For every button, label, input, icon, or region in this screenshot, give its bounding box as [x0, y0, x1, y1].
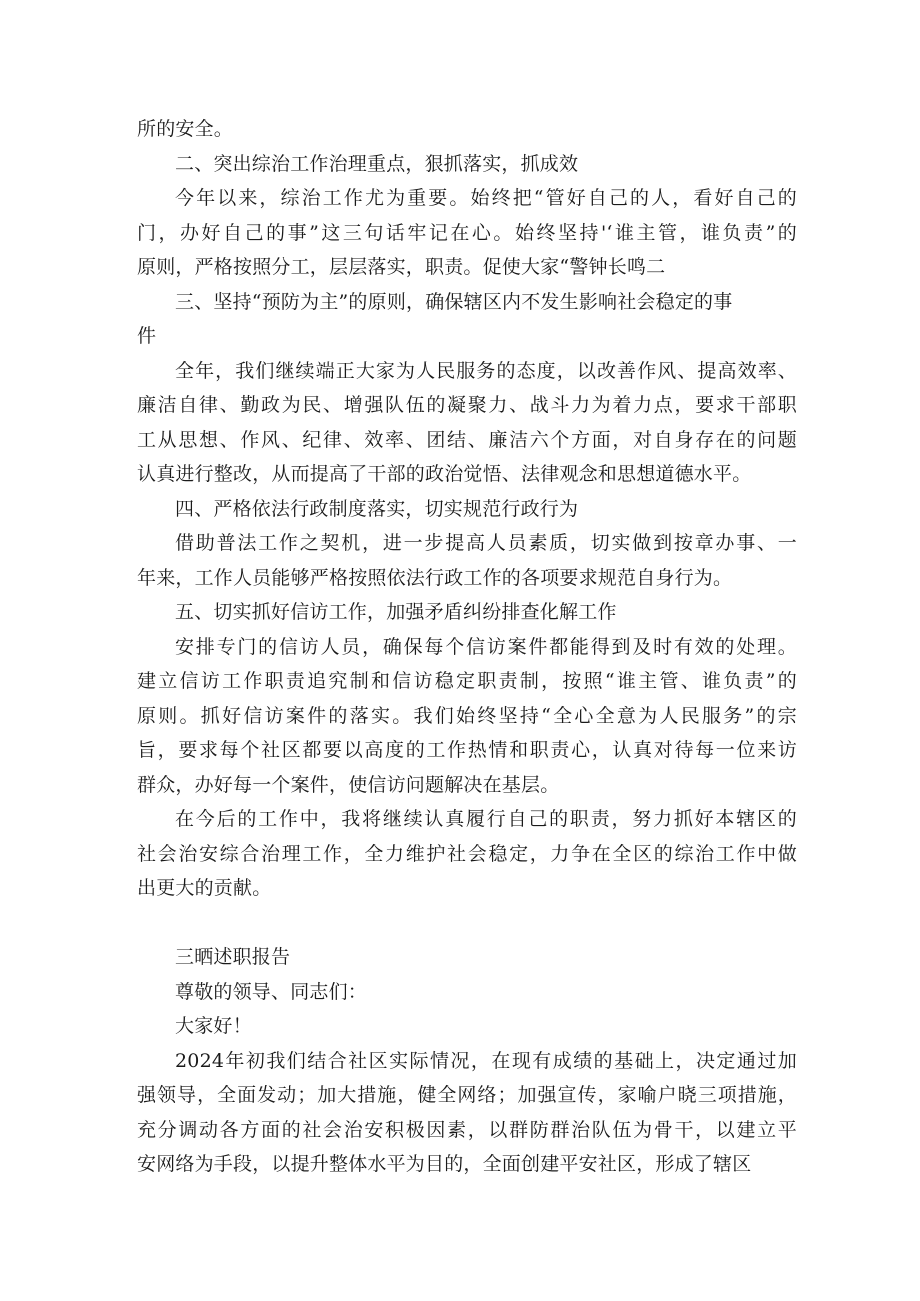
section-heading [137, 1009, 797, 1044]
paragraph [137, 181, 797, 285]
text-line: 件 [137, 325, 157, 347]
paragraph-gap [137, 906, 797, 941]
text-line: 三、坚持“预防为主”的原则，确保辖区内不发生影响社会稳定的事 [175, 290, 733, 313]
text-line: 在今后的工作中，我将继续认真履行自己的职责，努力抓好本辖区的 [175, 808, 797, 830]
text-line: 建立信访工作职责追究制和信访稳定职责制，按照“谁主管、谁负责”的 [137, 670, 797, 692]
text-line: 今年以来，综治工作尤为重要。始终把“管好自己的人，看好自己的 [175, 187, 797, 209]
section-heading [137, 147, 797, 182]
text-line: 2024年初我们结合社区实际情况，在现有成绩的基础上，决定通过加 [175, 1049, 797, 1072]
text-line: 出更大的贡献。 [137, 877, 272, 899]
text-line: 全年，我们继续端正大家为人民服务的态度，以改善作风、提高效率、 [175, 359, 797, 382]
text-line: 廉洁自律、勤政为民、增强队伍的凝聚力、战斗力为着力点，要求干部职 [137, 394, 797, 416]
text-line: 工从思想、作风、纪律、效率、团结、廉洁六个方面，对自身存在的问题 [137, 428, 797, 451]
paragraph [137, 526, 797, 595]
paragraph [137, 112, 797, 147]
document-body [137, 112, 797, 1182]
text-line: 五、切实抓好信访工作，加强矛盾纠纷排查化解工作 [175, 601, 617, 623]
text-line: 认真进行整改，从而提高了干部的政治觉悟、法律观念和思想道德水平。 [137, 463, 752, 485]
section-heading [137, 492, 797, 527]
text-line: 强领导，全面发动；加大措施，健全网络；加强宣传，家喻户晓三项措施， [137, 1084, 797, 1106]
section-heading [137, 975, 797, 1010]
paragraph [137, 354, 797, 492]
text-line: 大家好！ [175, 1015, 252, 1037]
section-heading [137, 940, 797, 975]
paragraph [137, 802, 797, 906]
text-line: 安排专门的信访人员，确保每个信访案件都能得到及时有效的处理。 [175, 635, 797, 658]
text-line: 三晒述职报告 [175, 946, 291, 968]
text-line: 年来，工作人员能够严格按照依法行政工作的各项要求规范自身行为。 [137, 566, 733, 589]
text-line: 借助普法工作之契机，进一步提高人员素质，切实做到按章办事、一 [175, 532, 797, 554]
text-line: 充分调动各方面的社会治安积极因素，以群防群治队伍为骨干，以建立平 [137, 1118, 797, 1141]
text-line: 二、突出综治工作治理重点，狠抓落实，抓成效 [175, 152, 579, 175]
text-line: 群众，办好每一个案件，使信访问题解决在基层。 [137, 773, 560, 796]
text-line: 原则。抓好信访案件的落实。我们始终坚持“全心全意为人民服务”的宗 [137, 704, 797, 727]
text-line: 旨，要求每个社区都要以高度的工作热情和职责心，认真对待每一位来访 [137, 739, 797, 761]
section-heading [137, 595, 797, 630]
paragraph [137, 1044, 797, 1182]
paragraph [137, 630, 797, 803]
text-line: 原则，严格按照分工，层层落实，职责。促使大家“警钟长鸣二 [137, 256, 666, 278]
text-line: 四、严格依法行政制度落实，切实规范行政行为 [175, 497, 579, 520]
text-line: 尊敬的领导、同志们： [175, 980, 368, 1003]
section-heading [137, 285, 797, 354]
text-line: 社会治安综合治理工作，全力维护社会稳定，力争在全区的综治工作中做 [137, 842, 797, 865]
text-line: 安网络为手段，以提升整体水平为目的，全面创建平安社区，形成了辖区 [137, 1153, 752, 1175]
text-line: 所的安全。 [137, 118, 234, 140]
text-line: 门，办好自己的事”这三句话牢记在心。始终坚持'‘谁主管，谁负责”的 [137, 221, 797, 244]
